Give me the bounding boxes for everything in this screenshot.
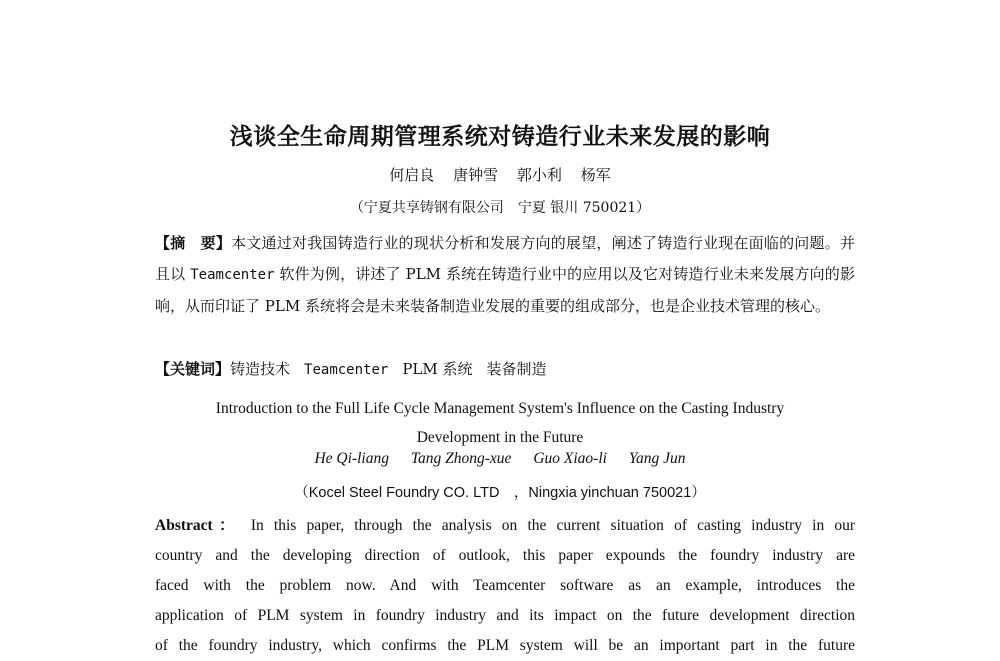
abstract-label-chinese: 【摘 要】 — [155, 234, 232, 252]
affiliation-chinese: （宁夏共享铸钢有限公司 宁夏 银川 750021） — [349, 200, 651, 216]
affiliation-english: （Kocel Steel Foundry CO. LTD ，Ningxia yinchuan 750021） — [294, 485, 706, 501]
author-name: Tang Zhong-xue — [410, 450, 512, 467]
abstract-text-line: country and the developing direction of outlook, this paper expounds the foundry industry are — [155, 547, 855, 564]
author-name: 唐钟雪 — [453, 166, 499, 184]
abstract-text-line: 软件为例，讲述了 PLM 系统在铸造行业中的应用以及它对铸 — [274, 265, 689, 283]
abstract-text-line: 部分，也是企业技术管理的核心。 — [604, 297, 830, 315]
authors-chinese — [0, 164, 1000, 185]
author-name: 杨军 — [580, 166, 611, 184]
abstract-english — [155, 511, 855, 661]
keyword: PLM 系统 — [402, 360, 473, 378]
author-name: He Qi-liang — [314, 450, 389, 467]
abstract-chinese — [155, 228, 855, 322]
abstract-text-line: 临的问题。并且以 — [155, 234, 855, 283]
keywords-chinese — [155, 358, 855, 379]
author-name: Guo Xiao-li — [533, 450, 607, 467]
title-line: Development in the Future — [416, 429, 584, 446]
paper-title-english — [160, 394, 840, 452]
paper-title-chinese: 浅谈全生命周期管理系统对铸造行业未来发展的影响 — [229, 124, 771, 150]
keyword: 铸造技术 — [230, 360, 291, 378]
keyword: Teamcenter — [304, 362, 389, 378]
author-name: 何启良 — [389, 166, 435, 184]
authors-english — [0, 450, 1000, 468]
abstract-text-line: faced with the problem now. And with Teamcenter software as an example, introduces the — [155, 577, 855, 594]
author-name: 郭小利 — [516, 166, 562, 184]
abstract-text-line — [155, 511, 855, 541]
abstract-label-english: Abstract： — [155, 517, 241, 534]
abstract-text-line: application of PLM system in foundry industry and its impact on the future development direction — [155, 607, 855, 624]
abstract-text-line: of the foundry industry, which confirms the PLM system will be an important part in the future — [155, 637, 855, 654]
author-name: Yang Jun — [628, 450, 686, 467]
keywords-label-chinese: 【关键词】 — [155, 360, 231, 378]
abstract-text-line: 造行业未来发展方向的影响，从而印证了 PLM 系统将会是未来装备制造业发展的重要的组成 — [155, 265, 855, 315]
keyword: 装备制造 — [486, 360, 547, 378]
abstract-text-software-name: Teamcenter — [190, 267, 275, 283]
title-line: Introduction to the Full Life Cycle Management System's Influence on the Casting Industry — [215, 400, 785, 417]
abstract-text-fragment: In this paper, through the analysis on the current situation of casting industry in our — [240, 517, 855, 534]
abstract-text-line: 本文通过对我国铸造行业的现状分析和发展方向的展望，阐述了铸造行业现在面 — [231, 234, 764, 252]
